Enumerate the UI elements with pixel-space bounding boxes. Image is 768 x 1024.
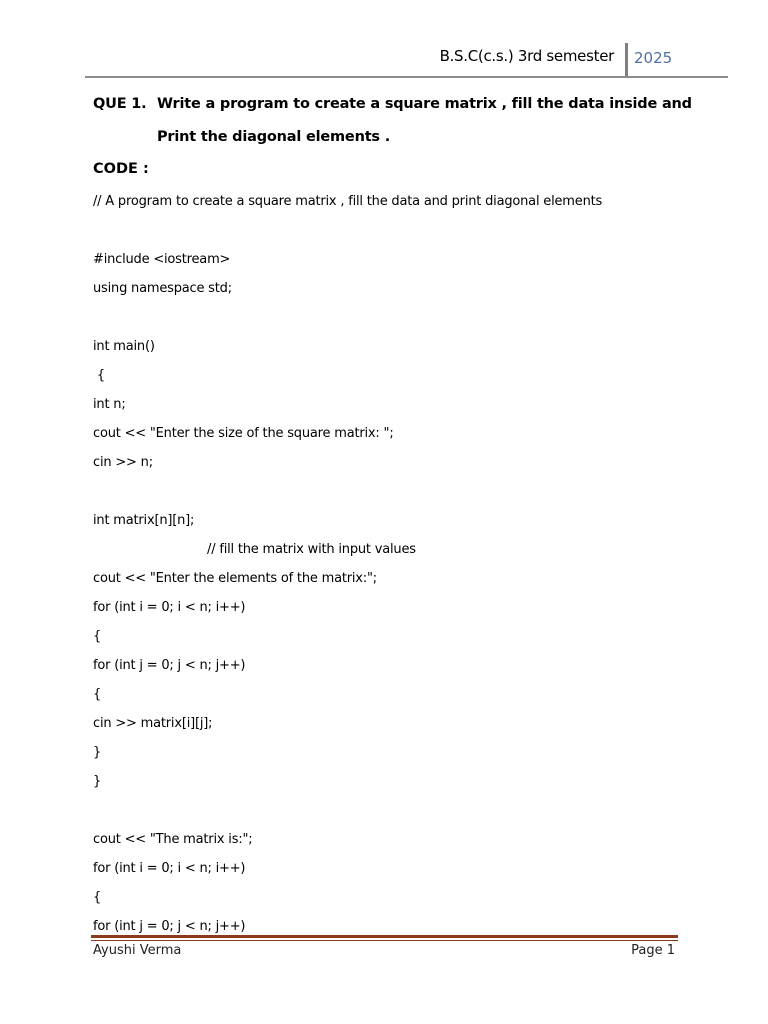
code-line: #include <iostream> xyxy=(93,252,231,267)
code-line: { xyxy=(93,687,102,702)
code-line: } xyxy=(93,774,102,789)
code-line: // fill the matrix with input values xyxy=(93,542,416,557)
code-line: } xyxy=(93,745,102,760)
question-text-line-2: Print the diagonal elements . xyxy=(157,129,391,145)
code-line: using namespace std; xyxy=(93,281,232,296)
code-line: { xyxy=(93,890,102,905)
code-line xyxy=(93,477,693,506)
code-line: cin >> matrix[i][j]; xyxy=(93,716,213,731)
question-text-line-1: Write a program to create a square matrix , fill the data inside and xyxy=(157,96,692,112)
code-line: for (int j = 0; j < n; j++) xyxy=(93,919,246,934)
code-line: cout << "Enter the size of the square matrix: "; xyxy=(93,426,394,441)
header-rule xyxy=(85,76,728,78)
header-course-title: B.S.C(c.s.) 3rd semester xyxy=(439,47,614,65)
code-line: for (int j = 0; j < n; j++) xyxy=(93,658,246,673)
code-line xyxy=(93,216,693,245)
header-separator xyxy=(625,43,628,76)
code-line: int n; xyxy=(93,397,126,412)
header-year: 2025 xyxy=(634,49,673,67)
code-line: int main() xyxy=(93,339,155,354)
code-line: for (int i = 0; i < n; i++) xyxy=(93,861,246,876)
code-line: { xyxy=(93,629,102,644)
code-listing xyxy=(93,187,693,941)
code-line: { xyxy=(93,368,106,383)
code-line xyxy=(93,796,693,825)
footer-rule-thick xyxy=(91,935,678,938)
code-heading: CODE : xyxy=(93,161,149,177)
footer-page-number: Page 1 xyxy=(631,943,675,958)
code-line: int matrix[n][n]; xyxy=(93,513,195,528)
code-line xyxy=(93,303,693,332)
footer-author: Ayushi Verma xyxy=(93,943,182,958)
code-line: cout << "Enter the elements of the matrix:"; xyxy=(93,571,377,586)
code-line: // A program to create a square matrix , fill the data and print diagonal elements xyxy=(93,194,603,209)
question-label: QUE 1. xyxy=(93,96,147,112)
code-line: cin >> n; xyxy=(93,455,153,470)
code-line: for (int i = 0; i < n; i++) xyxy=(93,600,246,615)
code-line: cout << "The matrix is:"; xyxy=(93,832,253,847)
footer-rule-thin xyxy=(91,940,678,941)
